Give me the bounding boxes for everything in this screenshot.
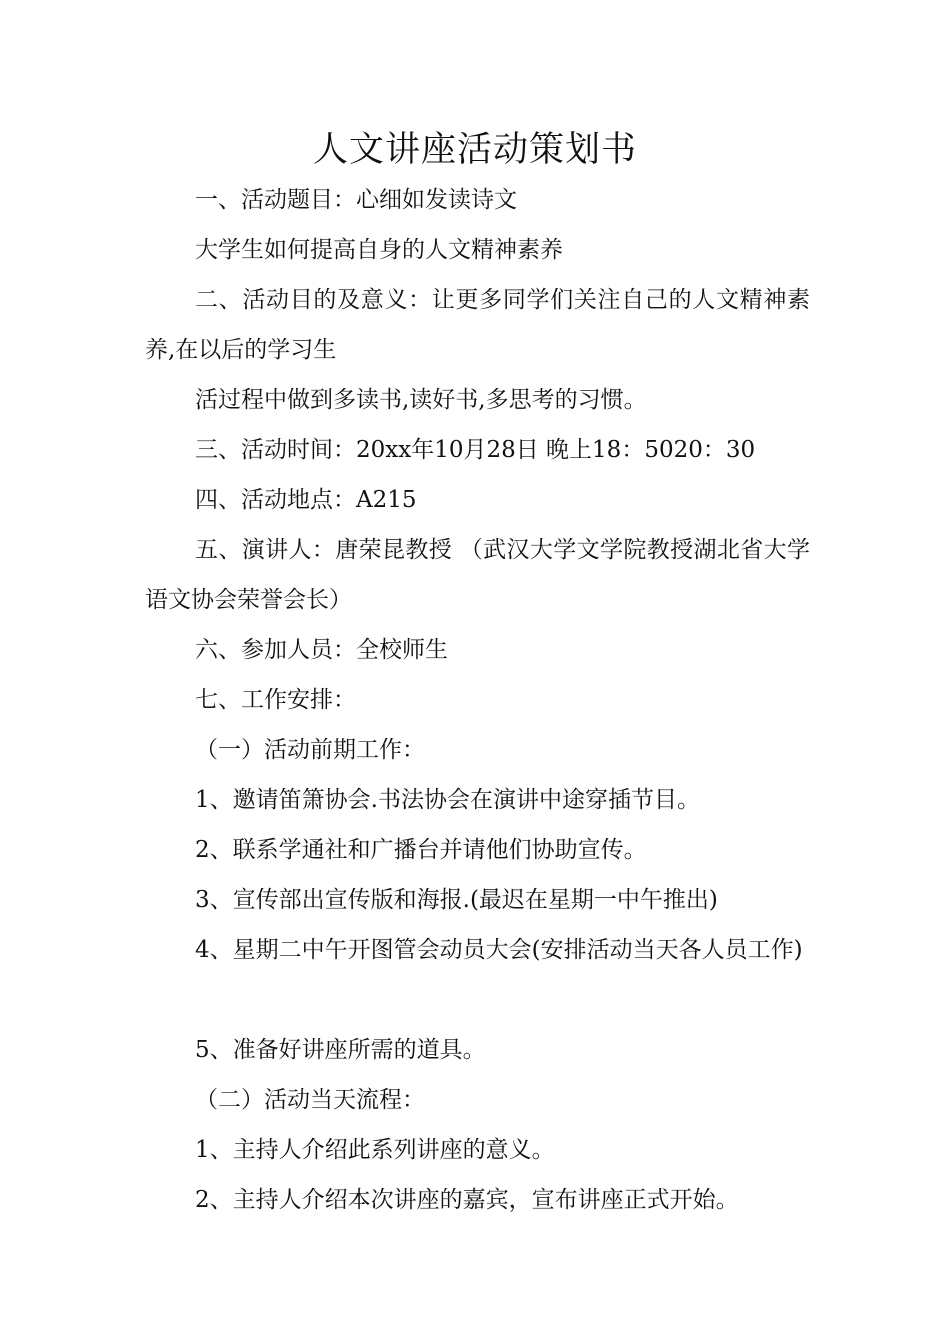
list-item-meeting: 4、星期二中午开图管会动员大会(安排活动当天各人员工作)	[195, 937, 803, 963]
list-item-publicity: 3、宣传部出宣传版和海报.(最迟在星期一中午推出)	[195, 887, 718, 913]
paragraph-purpose-continued: 活过程中做到多读书,读好书,多思考的习惯。	[195, 387, 647, 413]
list-item-guest-intro: 2、主持人介绍本次讲座的嘉宾，宣布讲座正式开始。	[195, 1187, 739, 1213]
list-item-host-intro: 1、主持人介绍此系列讲座的意义。	[195, 1137, 555, 1163]
paragraph-speaker: 五、演讲人：唐荣昆教授 （武汉大学文学院教授湖北省大学语文协会荣誉会长）	[145, 537, 810, 613]
subheading-event-day: （二）活动当天流程：	[195, 1087, 425, 1113]
paragraph-activity-topic: 一、活动题目：心细如发读诗文	[195, 187, 517, 213]
paragraph-subtitle: 大学生如何提高自身的人文精神素养	[195, 237, 563, 263]
paragraph-time: 三、活动时间：20xx年10月28日 晚上18：5020：30	[195, 437, 756, 463]
paragraph-work-arrangement: 七、工作安排：	[195, 687, 356, 713]
paragraph-location: 四、活动地点：A215	[195, 487, 417, 513]
subheading-pre-work: （一）活动前期工作：	[195, 737, 425, 763]
paragraph-participants: 六、参加人员：全校师生	[195, 637, 448, 663]
paragraph-purpose: 二、活动目的及意义：让更多同学们关注自己的人文精神素养,在以后的学习生	[145, 287, 810, 363]
list-item-props: 5、准备好讲座所需的道具。	[195, 1037, 486, 1063]
document-title: 人文讲座活动策划书	[312, 130, 637, 170]
list-item-invite: 1、邀请笛箫协会.书法协会在演讲中途穿插节目。	[195, 787, 700, 813]
list-item-contact: 2、联系学通社和广播台并请他们协助宣传。	[195, 837, 647, 863]
